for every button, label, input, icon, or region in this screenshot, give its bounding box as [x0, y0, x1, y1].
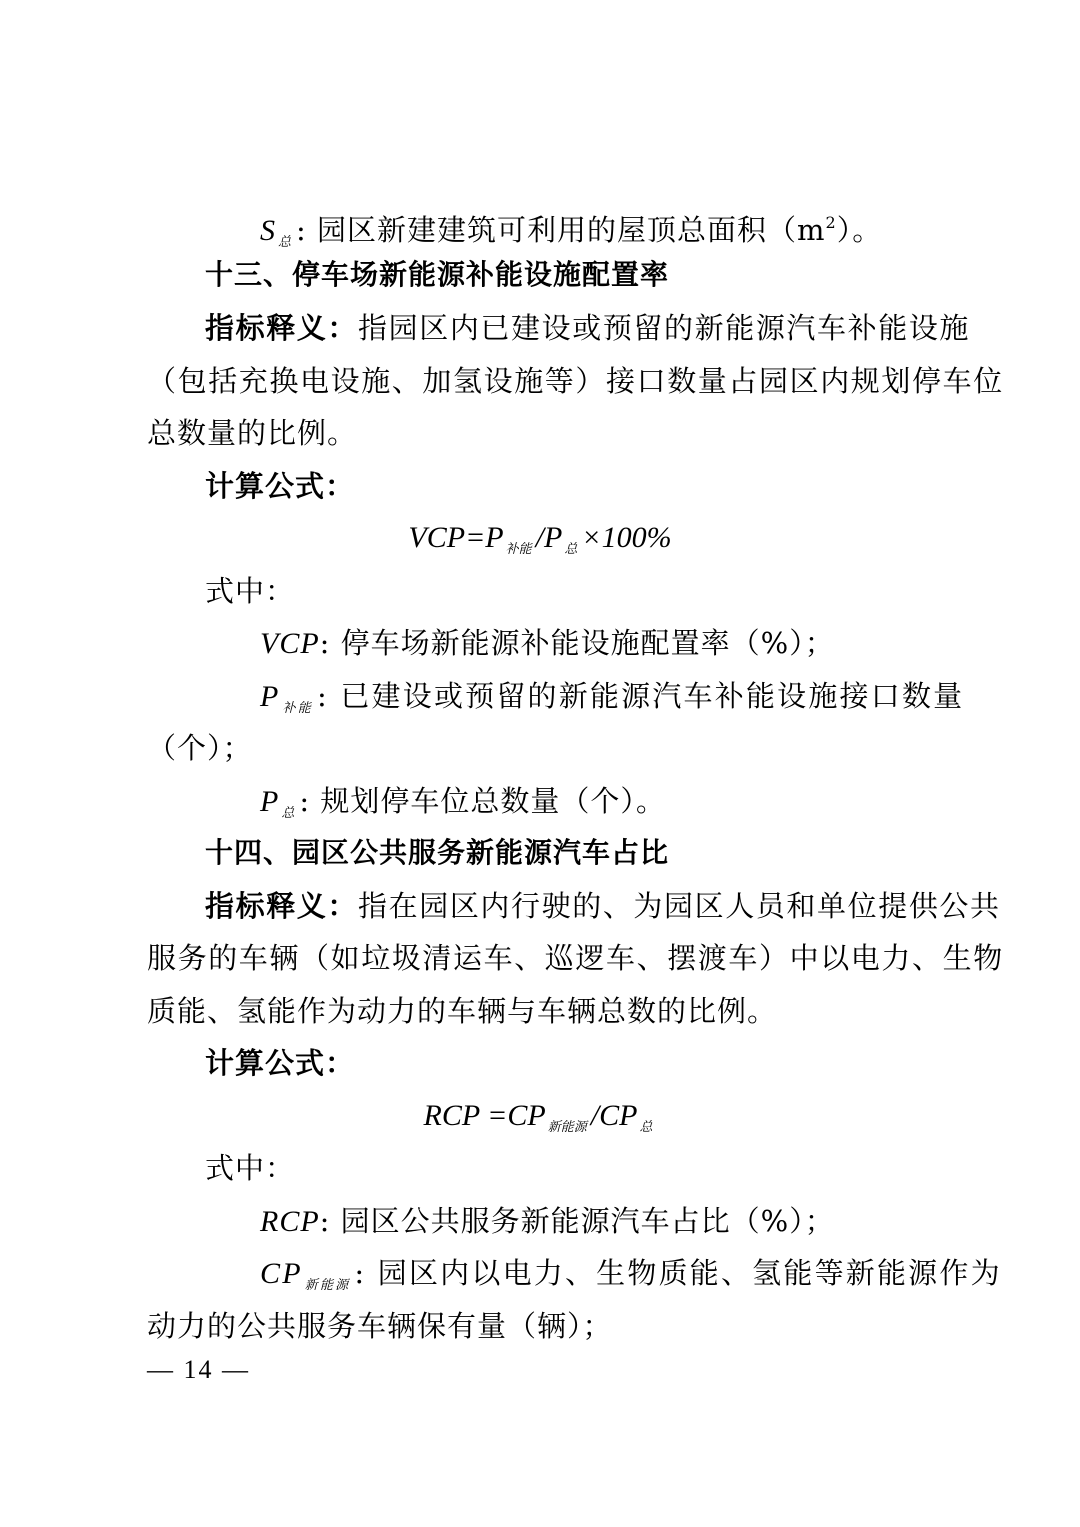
formula-lhs: RCP =CP [423, 1099, 546, 1132]
section-14-where-label: 式中： [205, 1151, 296, 1185]
section-13-definition-line3: 总数量的比例。 [147, 416, 358, 450]
formula-lhs: VCP=P [408, 521, 504, 554]
formula-subscript-2: 总 [639, 1119, 653, 1134]
separator: : [354, 1256, 367, 1290]
definition-text-end: ）。 [836, 213, 883, 247]
definition-text: 规划停车位总数量（个）。 [320, 784, 666, 818]
definition-text: 园区内以电力、生物质能、氢能等新能源作为 [377, 1256, 1002, 1290]
section-13-var-p-bu-cont: （个）； [147, 731, 253, 765]
definition-text: 指在园区内行驶的、为园区人员和单位提供公共 [358, 889, 1001, 923]
section-14-heading: 十四、园区公共服务新能源汽车占比 [205, 836, 670, 869]
variable-symbol: VCP [260, 627, 320, 660]
definition-label: 指标释义： [205, 311, 359, 345]
section-13-definition-line2: （包括充换电设施、加氢设施等）接口数量占园区内规划停车位 [147, 364, 1004, 398]
separator: : [319, 1204, 331, 1238]
formula-mid: /P [535, 521, 563, 554]
section-13-var-p-bu [260, 676, 1060, 729]
s-total-definition [260, 203, 1060, 263]
variable-subscript: 总 [281, 806, 296, 821]
variable-subscript: 总 [278, 235, 293, 250]
separator: : [299, 784, 311, 818]
definition-label: 指标释义： [205, 889, 359, 923]
separator: : [319, 626, 331, 660]
section-14-definition-line3: 质能、氢能作为动力的车辆与车辆总数的比例。 [147, 994, 778, 1028]
definition-text: 停车场新能源补能设施配置率（%）； [340, 626, 835, 660]
variable-subscript: 补能 [282, 701, 313, 716]
separator: : [296, 213, 307, 247]
section-14-definition-line1 [205, 886, 1005, 926]
definition-text: 园区公共服务新能源汽车占比（%）； [340, 1204, 835, 1238]
variable-symbol: RCP [260, 1205, 320, 1238]
separator: : [316, 679, 329, 713]
variable-symbol: P [260, 785, 280, 818]
variable-symbol: CP [260, 1257, 303, 1290]
formula-subscript-2: 总 [564, 541, 578, 556]
page-number: — 14 — [147, 1355, 250, 1384]
definition-text: 园区新建建筑可利用的屋顶总面积（m [317, 213, 826, 247]
formula-subscript-1: 补能 [505, 541, 532, 556]
section-13-formula-label: 计算公式： [205, 469, 356, 503]
section-14-formula-label: 计算公式： [205, 1046, 356, 1080]
section-13-definition-line1 [205, 308, 1005, 348]
definition-text: 指园区内已建设或预留的新能源汽车补能设施 [358, 311, 971, 345]
formula-mid: /CP [590, 1099, 638, 1132]
section-13-formula [0, 518, 1080, 569]
formula-rhs: ×100% [581, 521, 672, 554]
superscript: 2 [825, 213, 837, 232]
section-14-definition-line2: 服务的车辆（如垃圾清运车、巡逻车、摆渡车）中以电力、生物 [147, 941, 1004, 975]
section-14-var-cp-new-cont: 动力的公共服务车辆保有量（辆）； [147, 1309, 613, 1343]
formula-subscript-1: 新能源 [547, 1119, 587, 1134]
section-14-var-rcp [260, 1201, 1060, 1242]
section-14-var-cp-new [260, 1253, 1060, 1306]
section-13-heading: 十三、停车场新能源补能设施配置率 [205, 258, 670, 291]
section-13-var-vcp [260, 623, 1060, 664]
variable-symbol: P [260, 680, 281, 713]
section-13-var-p-total [260, 781, 1060, 834]
section-13-where-label: 式中： [205, 574, 296, 608]
definition-text: 已建设或预留的新能源汽车补能设施接口数量 [340, 679, 965, 713]
variable-symbol: S [260, 214, 276, 247]
variable-subscript: 新能源 [304, 1278, 351, 1293]
section-14-formula [0, 1096, 1080, 1147]
